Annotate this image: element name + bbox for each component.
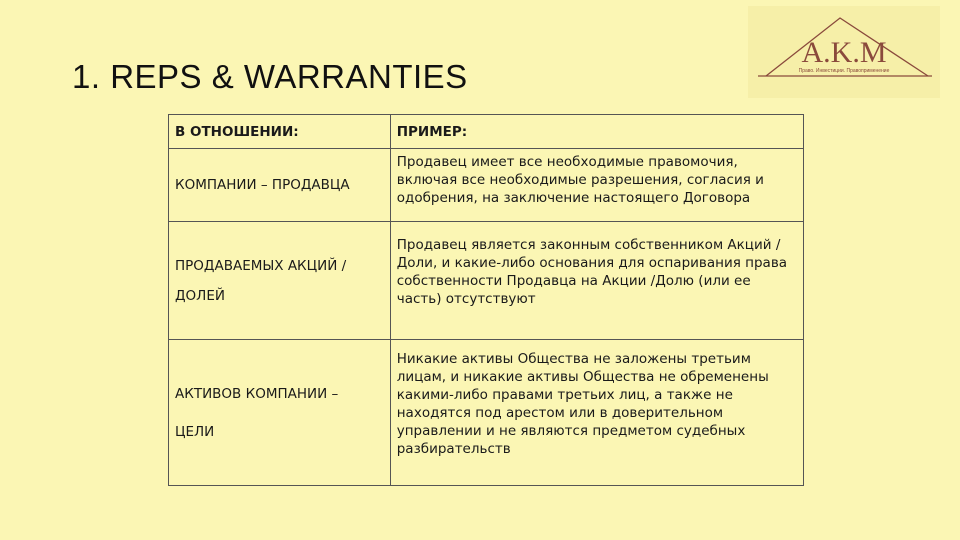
row-subject [169,222,391,340]
row-subject-line: ПРОДАВАЕМЫХ АКЦИЙ / [175,257,347,274]
row-example: Продавец имеет все необходимые правомочия, включая все необходимые разрешения, согласия и одобрения, на заключение настоящего Договора [390,149,803,222]
row-subject-line: ДОЛЕЙ [175,287,225,304]
header-example: ПРИМЕР: [390,115,803,149]
row-example: Продавец является законным собственником Акций / Доли, и какие-либо основания для оспаривания права собственности Продавца на Акции /Долю (или ее часть) отсутствуют [390,222,803,340]
row-example: Никакие активы Общества не заложены третьим лицам, и никакие активы Общества не обременены какими-либо правами третьих лиц, а также не находятся под арестом или в доверительном управлении и не являются предметом судебных разбирательств [390,340,803,486]
row-subject [169,340,391,486]
table-row [169,149,804,222]
logo-text: A.K.M [801,36,887,69]
table-header-row [169,115,804,149]
table-row [169,340,804,486]
slide-title: 1. REPS & WARRANTIES [72,58,468,95]
header-subject: В ОТНОШЕНИИ: [169,115,391,149]
row-subject-line: КОМПАНИИ – ПРОДАВЦА [175,177,350,193]
table-row [169,222,804,340]
row-subject [169,149,391,222]
logo-graphic [748,6,940,98]
logo-tagline: Право. Инвестиции. Правоприменение [798,68,890,74]
reps-warranties-table [168,114,804,486]
row-subject-line: АКТИВОВ КОМПАНИИ – [175,385,339,402]
row-subject-line: ЦЕЛИ [175,423,215,440]
company-logo [748,6,940,98]
